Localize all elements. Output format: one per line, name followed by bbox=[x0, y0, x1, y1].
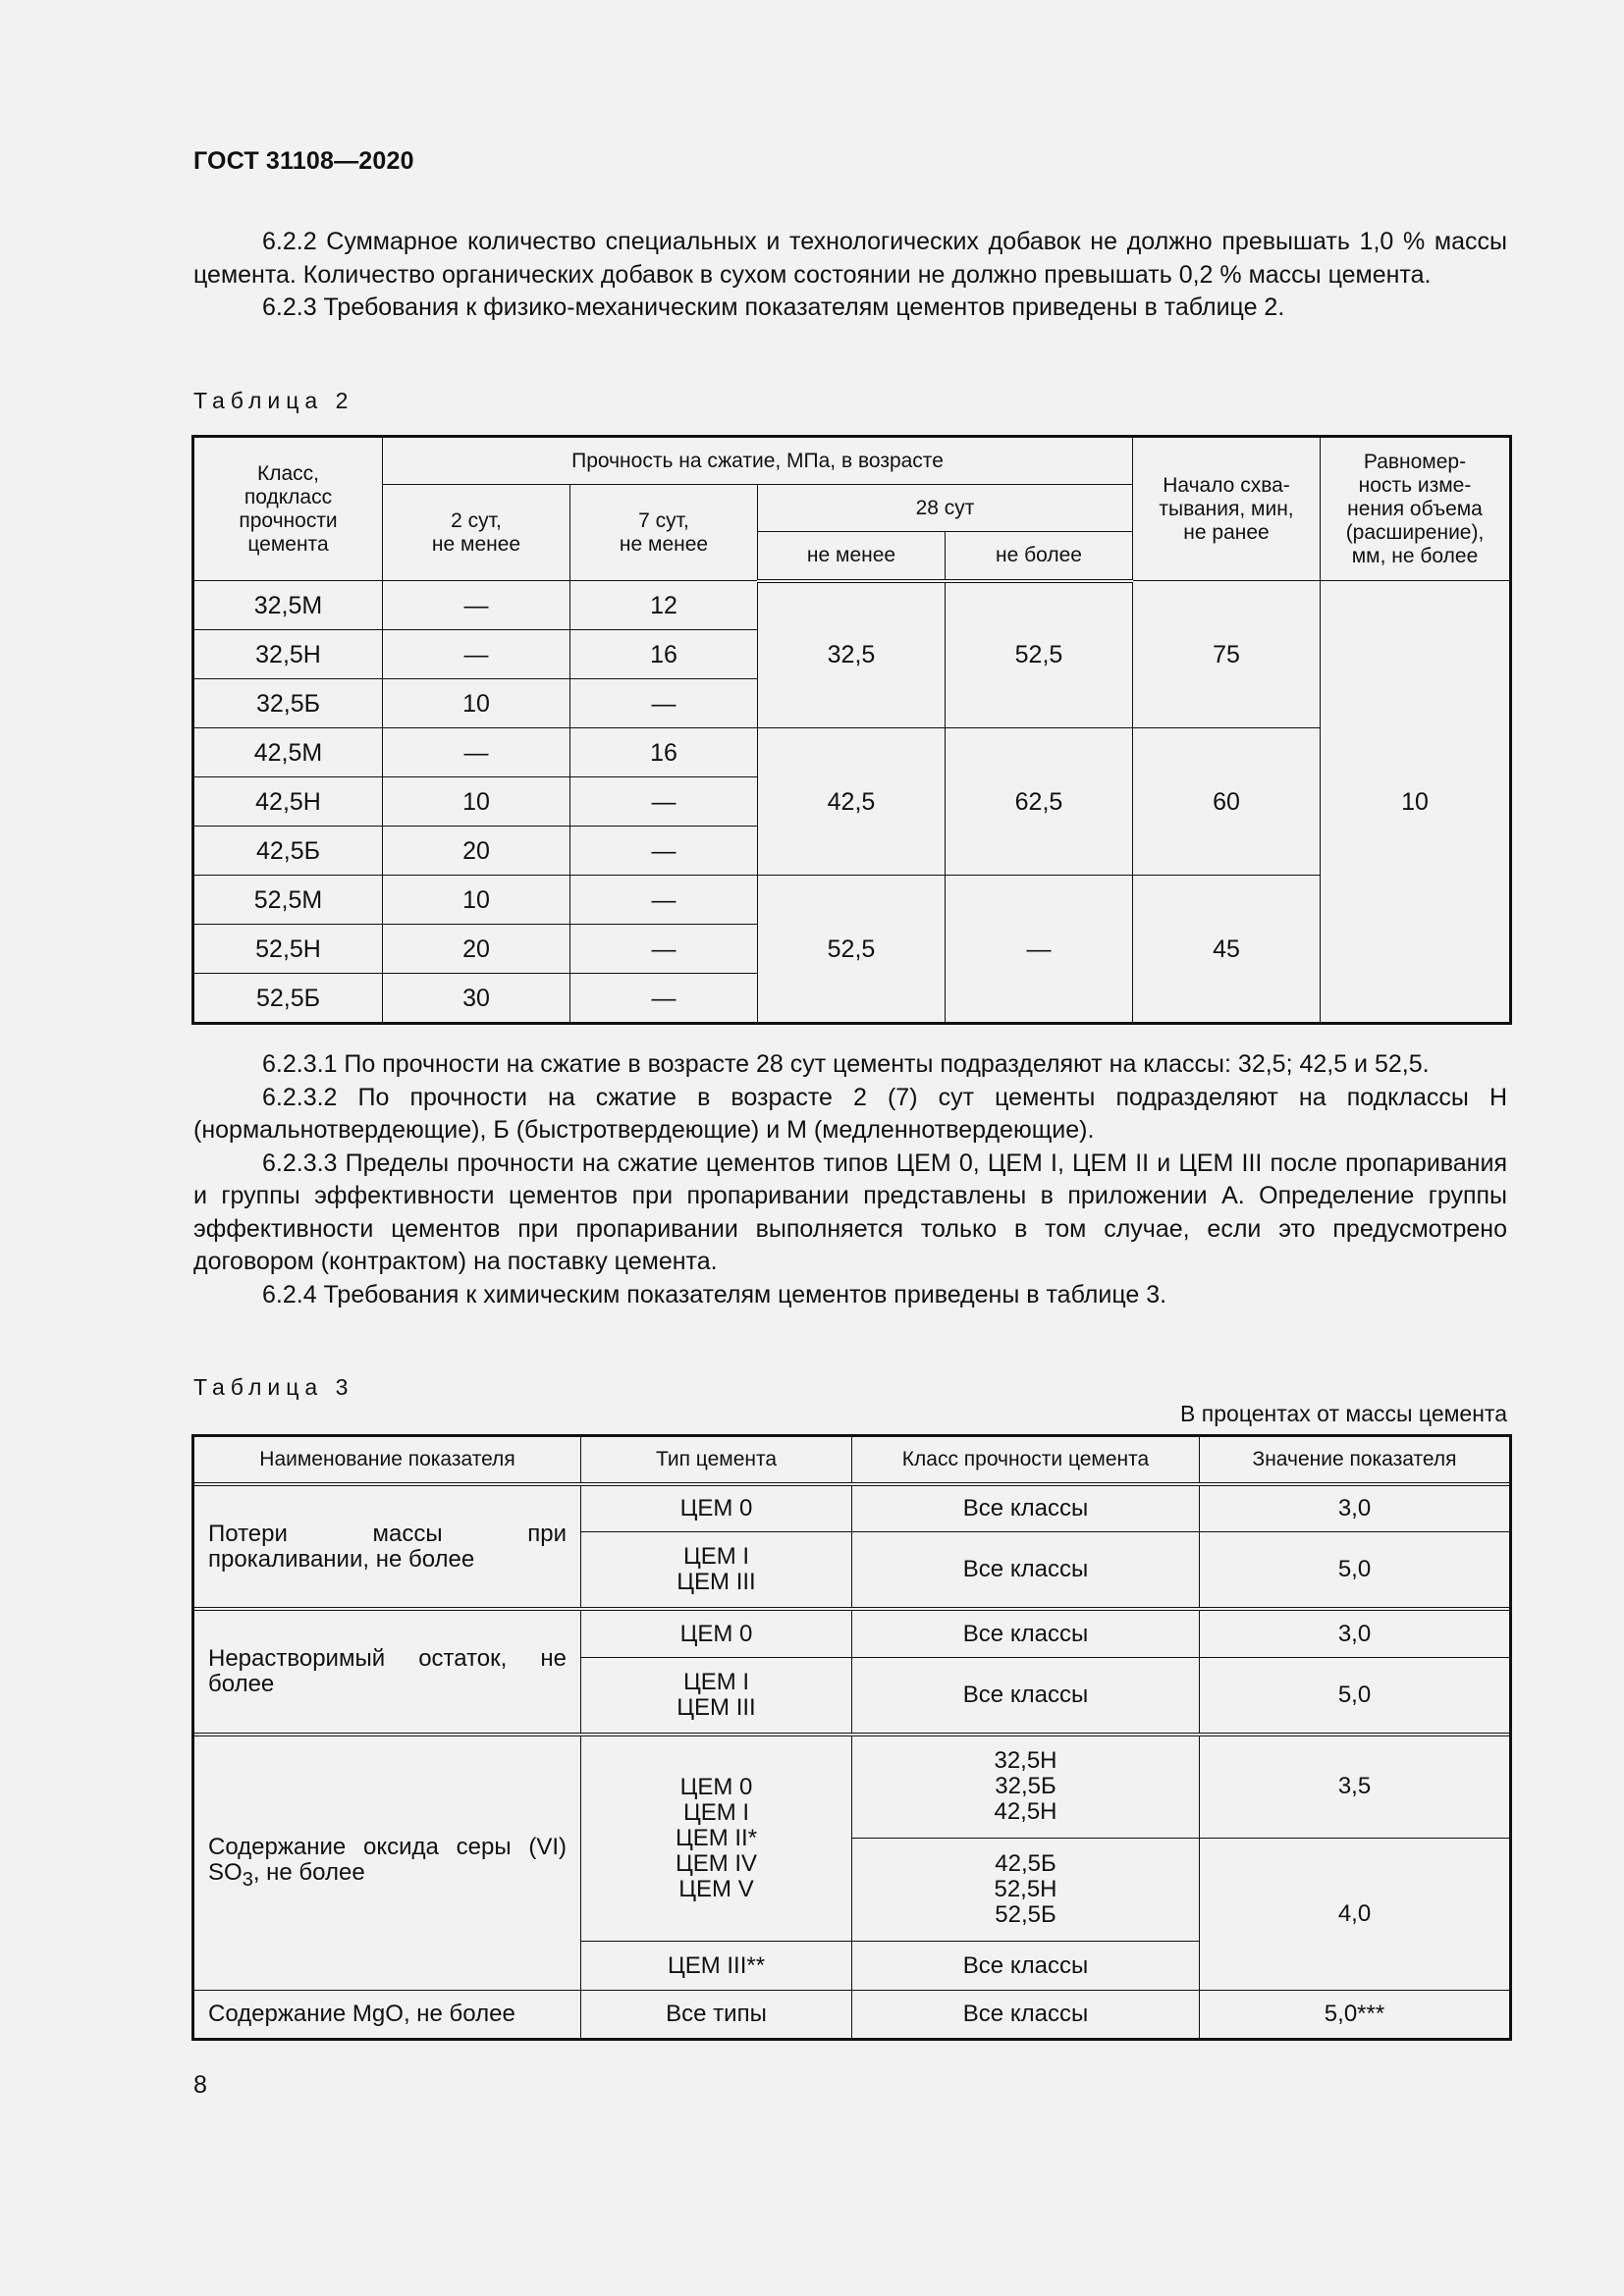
t2-cell-class: 32,5М bbox=[194, 581, 383, 630]
t3-cell-class: Все классы bbox=[852, 1484, 1200, 1532]
t3-indicator-loss: Потери массы при прокаливании, не более bbox=[194, 1484, 581, 1609]
paragraph-6-2-3-2: 6.2.3.2 По прочности на сжатие в возрасте 2 (7) сут цементы подразделяют на подклассы Н (нормальнотвердеющие), Б (быстротвердеющие) и М (медленнотвердеющие). bbox=[193, 1083, 1507, 1144]
t2-header-28-max: не более bbox=[946, 532, 1133, 581]
t2-cell-2d: 10 bbox=[383, 777, 570, 827]
so3-subscript: 3 bbox=[242, 1868, 253, 1891]
t2-cell-2d: 10 bbox=[383, 679, 570, 728]
t2-cell-28-min: 32,5 bbox=[758, 581, 946, 728]
t2-cell-setting: 75 bbox=[1133, 581, 1321, 728]
t2-cell-class: 52,5Б bbox=[194, 974, 383, 1023]
t3-cell-class: Все классы bbox=[852, 1991, 1200, 2039]
so3-label-main: Содержание оксида серы (VI) SO bbox=[208, 1833, 567, 1886]
t2-cell-setting: 45 bbox=[1133, 876, 1321, 1023]
t2-cell-class: 32,5Б bbox=[194, 679, 383, 728]
t3-cell-type: ЦЕМ 0 bbox=[581, 1609, 852, 1657]
t2-header-28-min: не менее bbox=[758, 532, 946, 581]
t2-cell-7d: — bbox=[570, 679, 758, 728]
t2-cell-7d: — bbox=[570, 974, 758, 1023]
paragraph-6-2-3: 6.2.3 Требования к физико-механическим показателям цементов приведены в таблице 2. bbox=[262, 294, 1285, 321]
page-number: 8 bbox=[193, 2071, 207, 2099]
t2-header-strength: Прочность на сжатие, МПа, в возрасте bbox=[383, 438, 1133, 485]
t2-cell-28-max: — bbox=[946, 876, 1133, 1023]
t3-cell-class: Все классы bbox=[852, 1609, 1200, 1657]
t2-header-setting: Начало схва- тывания, мин, не ранее bbox=[1133, 438, 1321, 581]
t2-cell-2d: 20 bbox=[383, 827, 570, 876]
paragraph-6-2-2: 6.2.2 Суммарное количество специальных и технологических добавок не должно превышать 1,0 % массы цемента. Количество органических добавок в сухом состоянии не должно превышать 0,2 % массы цемента. bbox=[193, 228, 1507, 289]
t2-cell-2d: — bbox=[383, 728, 570, 777]
t3-cell-class: Все классы bbox=[852, 1941, 1200, 1991]
t2-cell-28-min: 42,5 bbox=[758, 728, 946, 876]
paragraph-6-2-3-1: 6.2.3.1 По прочности на сжатие в возрасте 28 сут цементы подразделяют на классы: 32,5; 42,5 и 52,5. bbox=[262, 1050, 1430, 1078]
table2-caption: Таблица 2 bbox=[193, 388, 354, 413]
t2-header-7-days: 7 сут, не менее bbox=[570, 485, 758, 581]
t3-cell-type: Все типы bbox=[581, 1991, 852, 2039]
t3-cell-type: ЦЕМ I ЦЕМ III bbox=[581, 1532, 852, 1610]
table-3 bbox=[193, 1436, 1510, 2039]
t2-cell-28-min: 52,5 bbox=[758, 876, 946, 1023]
t3-cell-value: 4,0 bbox=[1200, 1838, 1510, 1991]
t3-cell-type: ЦЕМ I ЦЕМ III bbox=[581, 1657, 852, 1735]
t2-cell-setting: 60 bbox=[1133, 728, 1321, 876]
t2-cell-7d: — bbox=[570, 925, 758, 974]
t3-cell-class: Все классы bbox=[852, 1657, 1200, 1735]
t3-indicator-residue: Нерастворимый остаток, не более bbox=[194, 1609, 581, 1734]
t3-indicator-so3 bbox=[194, 1735, 581, 1991]
t3-cell-value: 5,0 bbox=[1200, 1532, 1510, 1610]
t3-header-class: Класс прочности цемента bbox=[852, 1437, 1200, 1485]
t3-header-value: Значение показателя bbox=[1200, 1437, 1510, 1485]
t2-cell-2d: — bbox=[383, 630, 570, 679]
t2-cell-7d: 16 bbox=[570, 630, 758, 679]
t2-cell-7d: — bbox=[570, 777, 758, 827]
table3-units-note: В процентах от массы цемента bbox=[1180, 1401, 1507, 1426]
t2-cell-2d: 10 bbox=[383, 876, 570, 925]
t3-cell-class: 32,5Н 32,5Б 42,5Н bbox=[852, 1735, 1200, 1838]
t3-cell-type: ЦЕМ 0 bbox=[581, 1484, 852, 1532]
t3-cell-value: 3,5 bbox=[1200, 1735, 1510, 1838]
t2-header-2-days: 2 сут, не менее bbox=[383, 485, 570, 581]
t3-header-name: Наименование показателя bbox=[194, 1437, 581, 1485]
t2-header-28-days: 28 сут bbox=[758, 485, 1133, 532]
t3-cell-value: 5,0 bbox=[1200, 1657, 1510, 1735]
document-header: ГОСТ 31108—2020 bbox=[193, 147, 414, 175]
t2-cell-28-max: 62,5 bbox=[946, 728, 1133, 876]
t3-cell-value: 3,0 bbox=[1200, 1484, 1510, 1532]
t3-cell-class: 42,5Б 52,5Н 52,5Б bbox=[852, 1838, 1200, 1941]
t3-indicator-mgo: Содержание MgO, не более bbox=[194, 1991, 581, 2039]
t3-cell-type: ЦЕМ III** bbox=[581, 1941, 852, 1991]
t2-cell-class: 52,5М bbox=[194, 876, 383, 925]
paragraph-6-2-4: 6.2.4 Требования к химическим показателям цементов приведены в таблице 3. bbox=[262, 1280, 1167, 1308]
t2-cell-class: 42,5Б bbox=[194, 827, 383, 876]
t3-cell-value: 5,0*** bbox=[1200, 1991, 1510, 2039]
paragraphs-top bbox=[193, 226, 1507, 325]
t2-header-class: Класс, подкласс прочности цемента bbox=[194, 438, 383, 581]
t3-cell-type: ЦЕМ 0 ЦЕМ I ЦЕМ II* ЦЕМ IV ЦЕМ V bbox=[581, 1735, 852, 1941]
t2-cell-expansion: 10 bbox=[1321, 581, 1510, 1023]
paragraphs-mid bbox=[193, 1048, 1507, 1311]
t2-cell-class: 52,5Н bbox=[194, 925, 383, 974]
t2-cell-7d: — bbox=[570, 827, 758, 876]
t3-cell-class: Все классы bbox=[852, 1532, 1200, 1610]
t2-header-expansion: Равномер- ность изме- нения объема (расширение), мм, не более bbox=[1321, 438, 1510, 581]
t2-cell-class: 42,5М bbox=[194, 728, 383, 777]
table3-caption: Таблица 3 bbox=[193, 1374, 354, 1400]
t3-cell-value: 3,0 bbox=[1200, 1609, 1510, 1657]
t2-cell-7d: 16 bbox=[570, 728, 758, 777]
t3-header-type: Тип цемента bbox=[581, 1437, 852, 1485]
paragraph-6-2-3-3: 6.2.3.3 Пределы прочности на сжатие цементов типов ЦЕМ 0, ЦЕМ I, ЦЕМ II и ЦЕМ III после пропаривания и группы эффективности цементов при пропаривании представлены в приложении А. Определение группы эффективности цементов при пропаривании выполняется только в том случае, если это предусмотрено договором (контрактом) на поставку цемента. bbox=[193, 1148, 1507, 1275]
t2-cell-2d: 30 bbox=[383, 974, 570, 1023]
table-2 bbox=[193, 437, 1510, 1023]
t2-cell-7d: — bbox=[570, 876, 758, 925]
so3-label-tail: , не более bbox=[252, 1858, 365, 1886]
t2-cell-28-max: 52,5 bbox=[946, 581, 1133, 728]
t2-cell-7d: 12 bbox=[570, 581, 758, 630]
t2-cell-class: 32,5Н bbox=[194, 630, 383, 679]
t2-cell-2d: 20 bbox=[383, 925, 570, 974]
t2-cell-class: 42,5Н bbox=[194, 777, 383, 827]
t2-cell-2d: — bbox=[383, 581, 570, 630]
